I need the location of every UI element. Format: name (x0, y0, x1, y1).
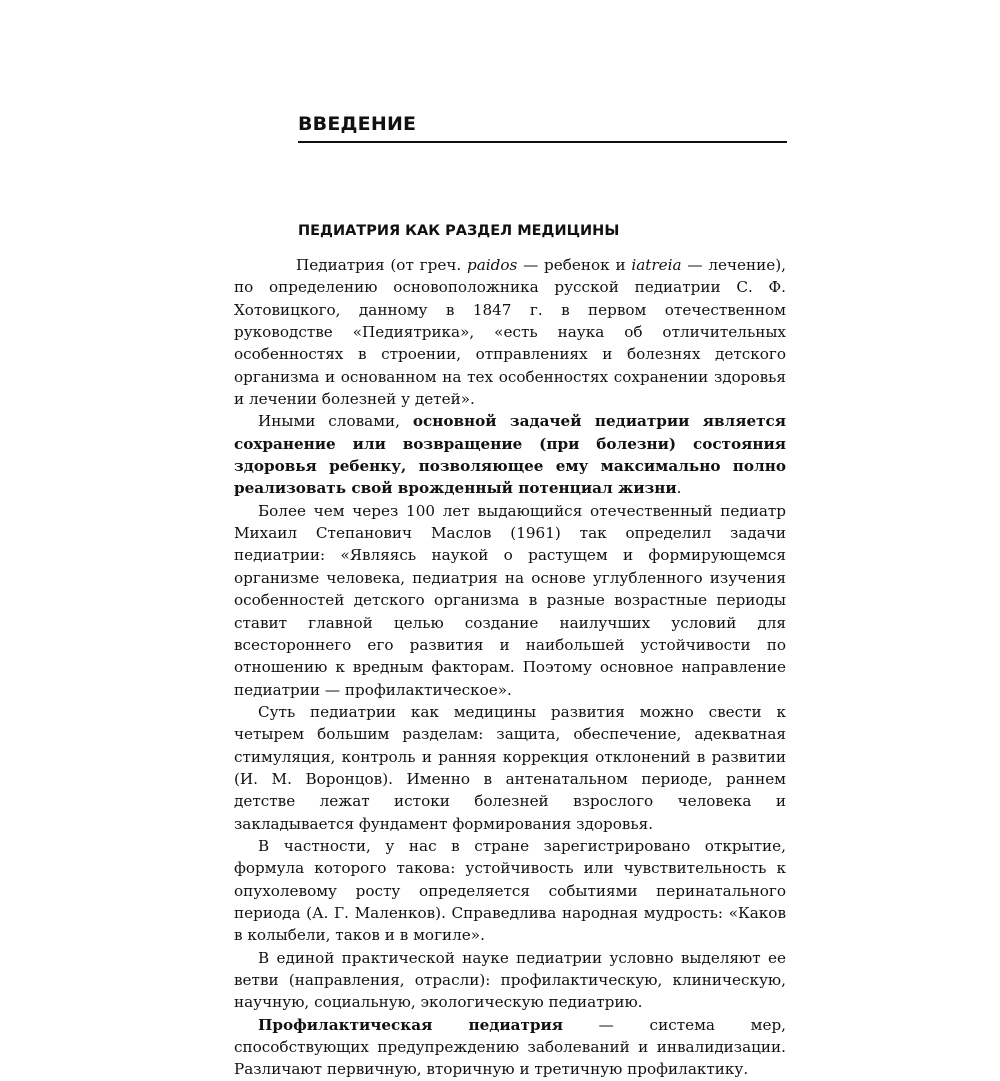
paragraph-text: — система мер, способствующих предупреждению заболеваний и инвалидизации. Различают первичную, вторичную и третичную профилактику. (234, 1015, 786, 1079)
paragraph-preventive-pediatrics (234, 1014, 786, 1081)
paragraph-text: — лечение), по определению основоположника русской педиатрии С. Ф. Хотовицкого, данному в 1847 г. в первом отечественном руководстве «Педиятрика», «есть наука об отличительных особенностях в строении, отправлениях и болезнях детского организма и основанном на тех особенностях сохранении здоровья и лечении болезней у детей». (234, 256, 786, 409)
greek-term-paidos: paidos (466, 256, 518, 274)
paragraph-discovery: В частности, у нас в стране зарегистрировано открытие, формула которого такова: устойчивость или чувствительность к опухолевому росту определяется событиями перинатального периода (А. Г. Маленков). Справедлива народная мудрость: «Каков в колыбели, таков и в могиле». (234, 836, 786, 945)
chapter-title-rule (298, 141, 787, 143)
greek-term-iatreia: iatreia (631, 256, 682, 274)
paragraph-development-medicine: Суть педиатрии как медицины развития можно свести к четырем большим разделам: защита, обеспечение, адекватная стимуляция, контроль и ранняя коррекция отклонений в развитии (И. М. Воронцов). Именно в антенатальном периоде, раннем детстве лежат истоки болезней взрослого человека и закладывается фундамент формирования здоровья. (234, 702, 786, 833)
section-title: ПЕДИАТРИЯ КАК РАЗДЕЛ МЕДИЦИНЫ (298, 223, 620, 239)
paragraph-text: Педиатрия (от греч. (296, 256, 467, 274)
paragraph-text: Иными словами, (258, 412, 413, 431)
bold-main-task: основной задачей педиатрии является сохранение или возвращение (при болезни) состояния здоровья ребенку, позволяющее ему максимально полно реализовать свой врожденный потенциал жизни (234, 412, 786, 498)
paragraph-pediatrics-definition (234, 254, 786, 410)
paragraph-text: . (676, 479, 682, 498)
chapter-title: ВВЕДЕНИЕ (298, 113, 417, 135)
paragraph-maslov-quote: Более чем через 100 лет выдающийся отечественный педиатр Михаил Степанович Маслов (1961) так определил задачи педиатрии: «Являясь наукой о растущем и формирующемся организме человека, педиатрия на основе углубленного изучения особенностей детского организма в разные возрастные периоды ставит главной целью создание наилучших условий для всестороннего его развития и наибольшей устойчивости по отношению к вредным факторам. Поэтому основное направление педиатрии — профилактическое». (234, 501, 786, 699)
bold-preventive-pediatrics: Профилактическая педиатрия (258, 1015, 563, 1034)
paragraph-text: — ребенок и (517, 256, 632, 274)
body-text (234, 254, 786, 1081)
paragraph-branches: В единой практической науке педиатрии условно выделяют ее ветви (направления, отрасли): профилактическую, клиническую, научную, социальную, экологическую педиатрию. (234, 948, 786, 1012)
paragraph-main-task (234, 410, 786, 499)
